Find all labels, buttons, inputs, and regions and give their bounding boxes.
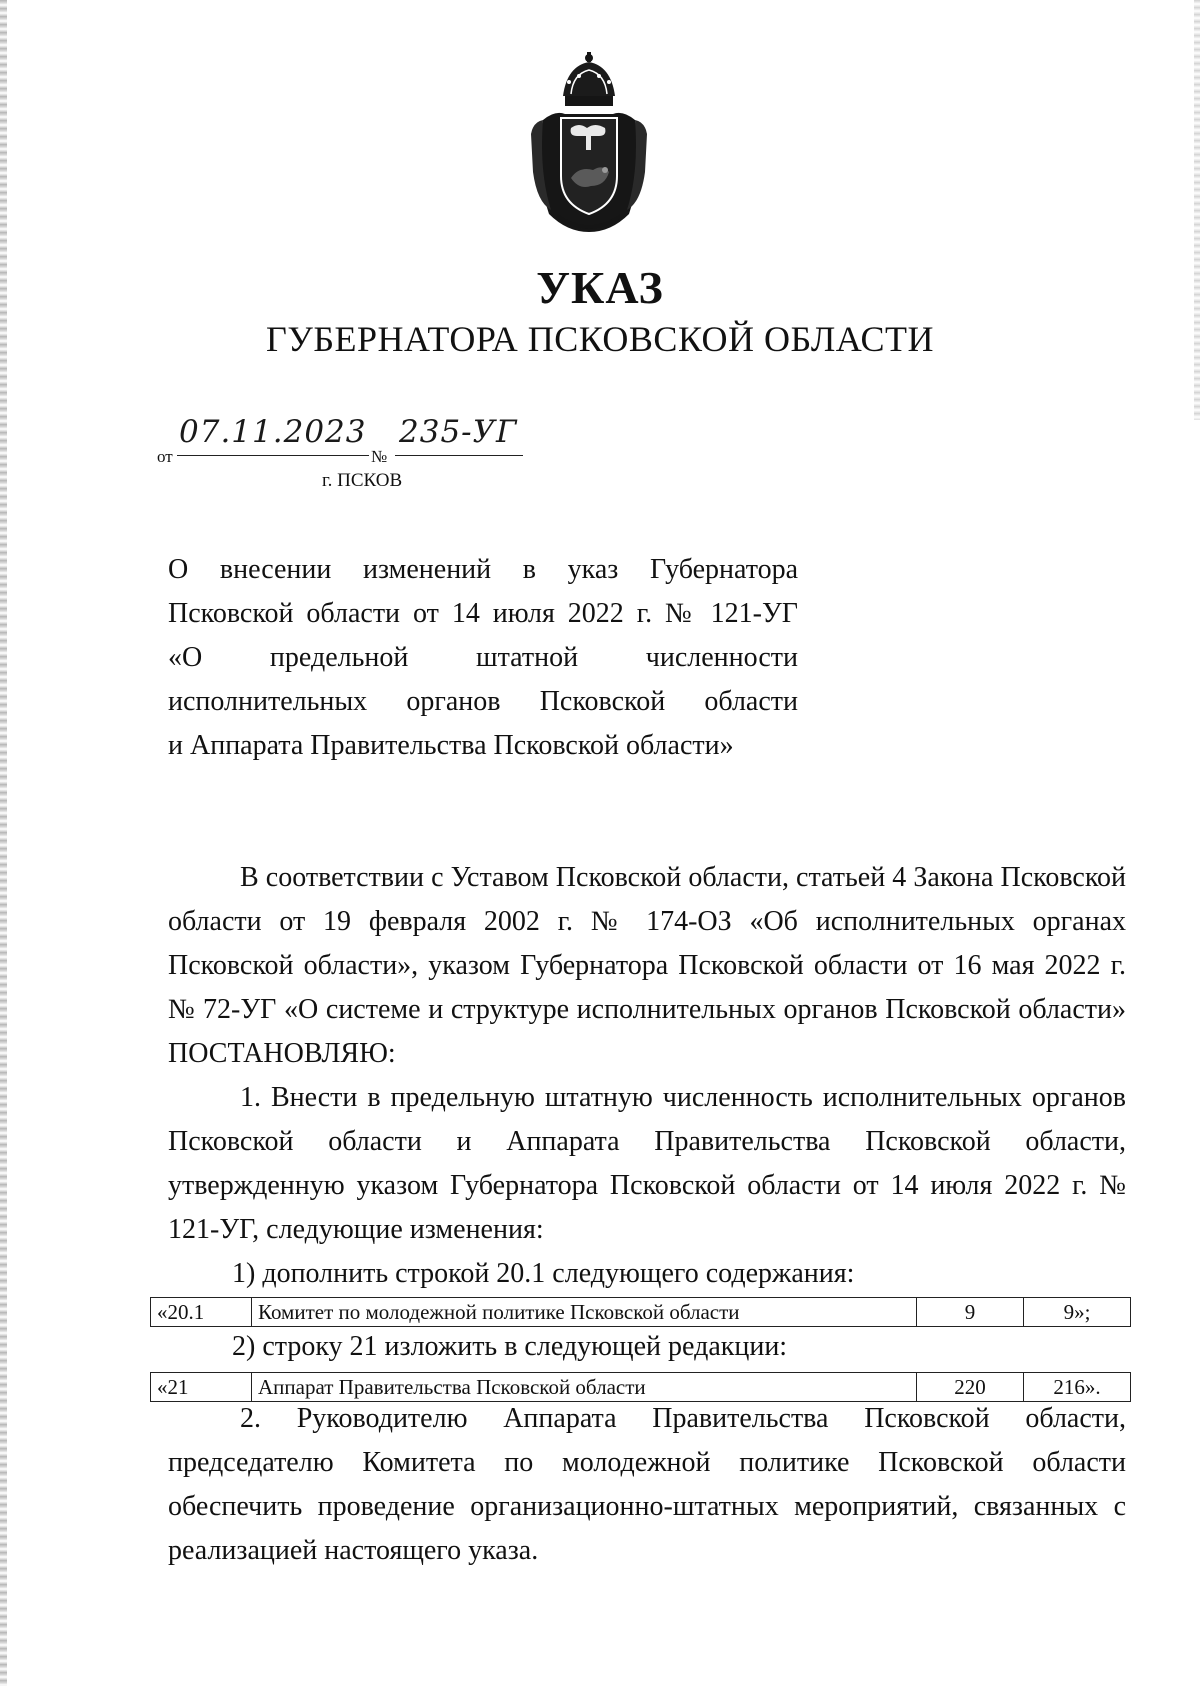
- subject-line: исполнительных органов Псковской области: [168, 686, 798, 717]
- document-subject: [168, 548, 798, 768]
- item-2-paragraph: 2. Руководителю Аппарата Правительства Псковской области, председателю Комитета по молодежной политике Псковской области обеспечить проведение организационно-штатных мероприятий, связанных с реализацией настоящего указа.: [168, 1403, 1126, 1566]
- number-prefix: №: [371, 447, 388, 466]
- amendment-row-table-1: [150, 1297, 1131, 1327]
- date-prefix: от: [157, 447, 173, 466]
- row-value-cell: 216».: [1024, 1373, 1131, 1402]
- row-value-cell: 9»;: [1024, 1298, 1131, 1327]
- table-row: [151, 1298, 1131, 1327]
- item-1-paragraph: 1. Внести в предельную штатную численность исполнительных органов Псковской области и Аппарата Правительства Псковской области, утвержденную указом Губернатора Псковской области от 14 июля 2022 г. № 121-УГ, следующие изменения:: [168, 1082, 1126, 1245]
- handwritten-date: 07.11.2023: [179, 414, 367, 450]
- subject-line: «О предельной штатной численности: [168, 642, 798, 673]
- document-issuer: ГУБЕРНАТОРА ПСКОВСКОЙ ОБЛАСТИ: [266, 319, 934, 359]
- row-value-cell: 220: [917, 1373, 1024, 1402]
- row-number-cell: «20.1: [151, 1298, 252, 1327]
- handwritten-number: 235-УГ: [399, 414, 518, 450]
- document-title: УКАЗ: [536, 262, 664, 313]
- pskov-coat-of-arms-icon: [527, 52, 651, 232]
- subject-line: и Аппарата Правительства Псковской области»: [168, 730, 734, 761]
- city-label: г. ПСКОВ: [322, 470, 403, 491]
- subject-line: Псковской области от 14 июля 2022 г. № 121-УГ: [168, 598, 798, 629]
- registration-line: [157, 410, 577, 466]
- date-underline: [177, 455, 369, 456]
- subject-line: О внесении изменений в указ Губернатора: [168, 554, 798, 585]
- item-2-block: [168, 1397, 1126, 1573]
- row-name-cell: Комитет по молодежной политике Псковской области: [252, 1298, 917, 1327]
- row-value-cell: 9: [917, 1298, 1024, 1327]
- sub-item-1: 1) дополнить строкой 20.1 следующего содержания:: [232, 1258, 855, 1289]
- item-1-block: [168, 1076, 1126, 1252]
- row-number-cell: «21: [151, 1373, 252, 1402]
- preamble-paragraph: В соответствии с Уставом Псковской области, статьей 4 Закона Псковской области от 19 февраля 2002 г. № 174-ОЗ «Об исполнительных органах Псковской области», указом Губернатора Псковской области от 16 мая 2022 г. № 72-УГ «О системе и структуре исполнительных органов Псковской области» ПОСТАНОВЛЯЮ:: [168, 862, 1126, 1069]
- number-underline: [395, 455, 523, 456]
- scan-edge-left: [0, 0, 7, 1686]
- preamble-block: [168, 856, 1126, 1076]
- sub-item-2: 2) строку 21 изложить в следующей редакции:: [232, 1331, 788, 1362]
- row-name-cell: Аппарат Правительства Псковской области: [252, 1373, 917, 1402]
